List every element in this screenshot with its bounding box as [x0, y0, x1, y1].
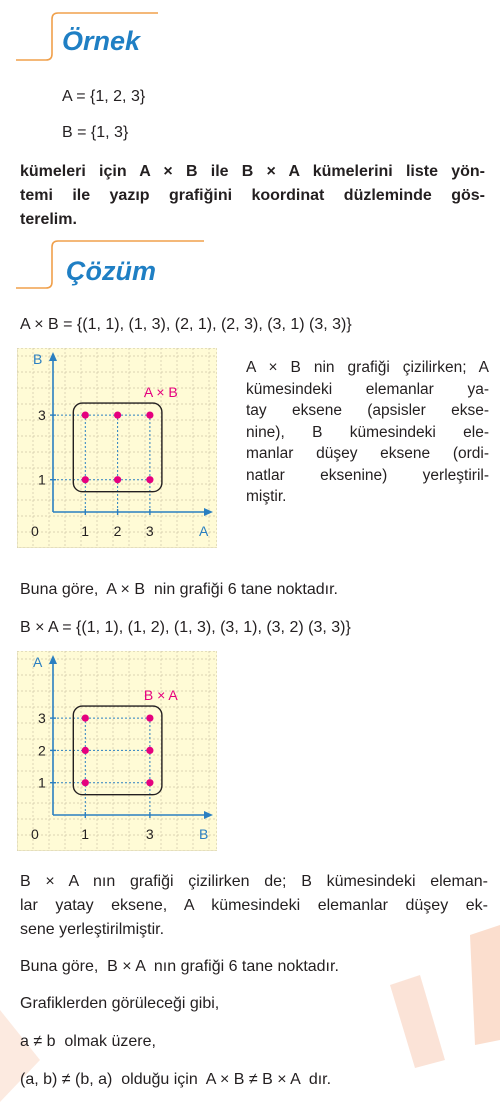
set-a-definition: A = {1, 2, 3} [62, 88, 146, 105]
bxa-point [82, 779, 89, 786]
axb-set: A × B = {(1, 1), (1, 3), (2, 1), (2, 3), (3, 1) (3, 3)} [20, 316, 352, 333]
axb-x-tick-label: 3 [145, 523, 154, 539]
bxa-y-axis-label: A [33, 654, 43, 670]
set-b-definition: B = {1, 3} [62, 124, 129, 141]
bxa-origin-label: 0 [31, 826, 39, 842]
explanation-line: miştir. [246, 488, 287, 505]
axb-set-label: A × B [143, 384, 178, 401]
axb-x-tick-label: 2 [113, 523, 122, 539]
explanation-line: sene yerleştirilmiştir. [20, 921, 165, 938]
axb-y-axis-label: B [33, 351, 43, 367]
graph-axb [17, 348, 217, 548]
task-line: terelim. [20, 211, 77, 228]
conclusion-line-3: (a, b) ≠ (b, a) olduğu için A × B ≠ B × A dır. [20, 1071, 332, 1088]
explanation-line: A × B nin grafiği çizilirken; A [246, 359, 489, 376]
axb-x-tick-label: 1 [81, 523, 90, 539]
axb-point [114, 412, 121, 419]
explanation-line: B × A nın grafiği çizilirken de; B kümesindeki eleman- [20, 873, 488, 890]
axb-point [114, 476, 121, 483]
bxa-point [146, 779, 153, 786]
bxa-set: B × A = {(1, 1), (1, 2), (1, 3), (3, 1), (3, 2) (3, 3)} [20, 619, 351, 636]
graph-bxa [17, 651, 217, 851]
bxa-point [82, 747, 89, 754]
axb-point [82, 412, 89, 419]
bxa-grid-background [17, 651, 217, 851]
bxa-y-tick-label: 3 [38, 710, 46, 727]
axb-point [82, 476, 89, 483]
bxa-x-axis-label: B [199, 826, 209, 842]
bxa-x-tick-label: 3 [145, 826, 154, 842]
axb-x-axis-label: A [199, 523, 209, 539]
bxa-y-tick-label: 2 [38, 742, 46, 759]
axb-grid-background [17, 348, 217, 548]
task-line: temi ile yazıp grafiğini koordinat düzleminde gös- [20, 187, 485, 204]
explanation-line: tay eksene (apsisler ekse- [246, 402, 489, 419]
conclusion-line-2: a ≠ b olmak üzere, [20, 1033, 156, 1050]
axb-origin-label: 0 [31, 523, 39, 539]
bxa-point [82, 715, 89, 722]
axb-y-tick-label: 1 [38, 471, 46, 488]
bxa-explanation [20, 870, 488, 942]
bxa-x-tick-label: 1 [81, 826, 90, 842]
bxa-point [146, 715, 153, 722]
explanation-line: lar yatay eksene, A kümesindeki elemanlar düşey ek- [20, 897, 488, 914]
example-task [20, 160, 485, 232]
bxa-point [146, 747, 153, 754]
bxa-y-tick-label: 1 [38, 774, 46, 791]
explanation-line: manlar düşey eksene (ordi- [246, 445, 489, 462]
conclusion-line-1: Grafiklerden görüleceği gibi, [20, 995, 220, 1012]
axb-point [146, 476, 153, 483]
bxa-set-label: B × A [143, 687, 178, 704]
explanation-line: nine), B kümesindeki ele- [246, 423, 489, 441]
axb-y-tick-label: 3 [38, 407, 46, 424]
bxa-result: Buna göre, B × A nın grafiği 6 tane noktadır. [20, 958, 339, 975]
solution-title: Çözüm [66, 256, 156, 286]
explanation-line: natlar eksenine) yerleştiril- [246, 466, 489, 484]
axb-explanation [246, 357, 489, 508]
axb-result: Buna göre, A × B nin grafiği 6 tane noktadır. [20, 581, 338, 598]
example-title: Örnek [62, 26, 141, 56]
task-line: kümeleri için A × B ile B × A kümelerini liste yön- [20, 163, 485, 180]
axb-point [146, 412, 153, 419]
explanation-line: kümesindeki elemanlar ya- [246, 380, 489, 398]
